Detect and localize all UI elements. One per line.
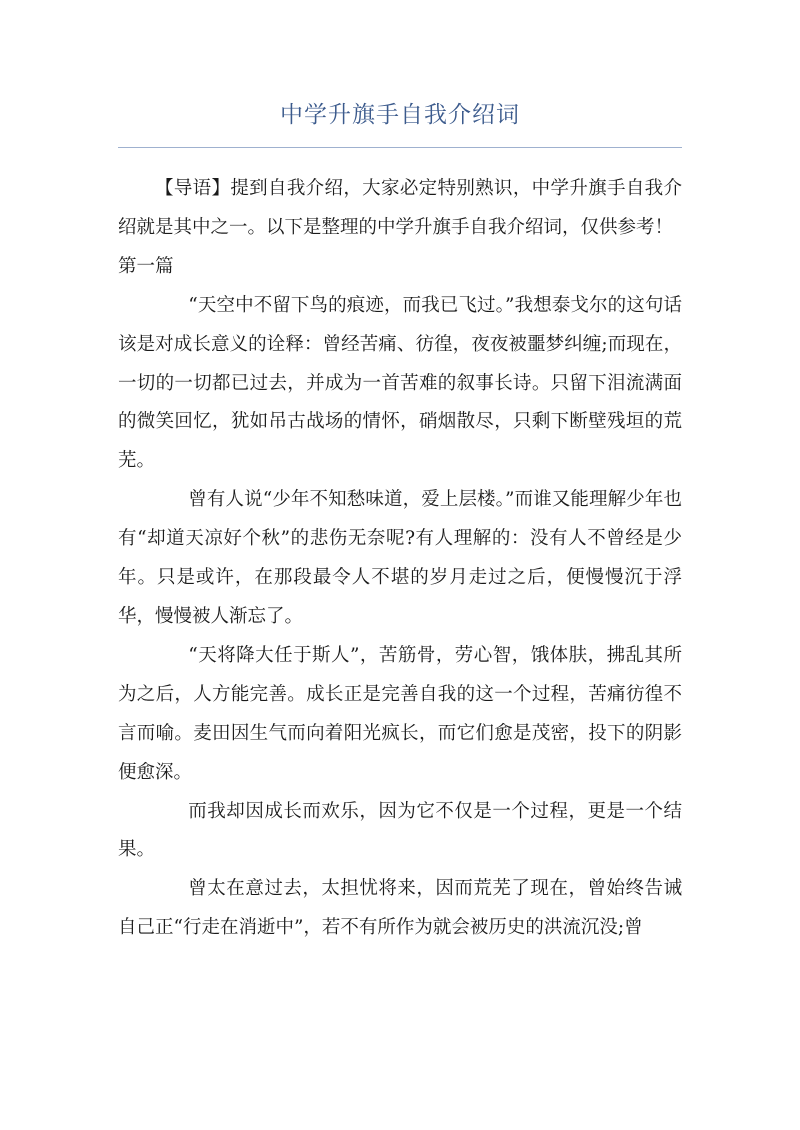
paragraph-3: “天将降大任于斯人”，苦筋骨，劳心智，饿体肤，拂乱其所为之后，人方能完善。成长正是完善自我的这一个过程，苦痛彷徨不言而喻。麦田因生气而向着阳光疯长，而它们愈是茂密，投下的阴影便愈深。 [118,644,682,783]
section-heading: 第一篇 [118,255,174,277]
paragraph-5: 曾太在意过去，太担忧将来，因而荒芜了现在，曾始终告诫自己正“行走在消逝中”，若不有所作为就会被历史的洪流沉没;曾 [118,878,682,939]
document-title: 中学升旗手自我介绍词 [280,102,520,128]
paragraph-1: “天空中不留下鸟的痕迹，而我已飞过。”我想泰戈尔的这句话该是对成长意义的诠释：曾经苦痛、彷徨，夜夜被噩梦纠缠;而现在，一切的一切都已过去，并成为一首苦难的叙事长诗。只留下泪流满面的微笑回忆，犹如吊古战场的情怀，硝烟散尽，只剩下断壁残垣的荒芜。 [118,294,682,472]
document-body [118,170,682,948]
title-divider [118,147,682,148]
paragraph-4: 而我却因成长而欢乐，因为它不仅是一个过程，更是一个结果。 [118,800,682,861]
intro-paragraph: 【导语】提到自我介绍，大家必定特别熟识，中学升旗手自我介绍就是其中之一。以下是整理的中学升旗手自我介绍词，仅供参考！ [118,178,682,238]
paragraph-2: 曾有人说“少年不知愁味道，爱上层楼。”而谁又能理解少年也有“却道天凉好个秋”的悲伤无奈呢?有人理解的：没有人不曾经是少年。只是或许，在那段最令人不堪的岁月走过之后，便慢慢沉于浮华，慢慢被人渐忘了。 [118,489,682,627]
